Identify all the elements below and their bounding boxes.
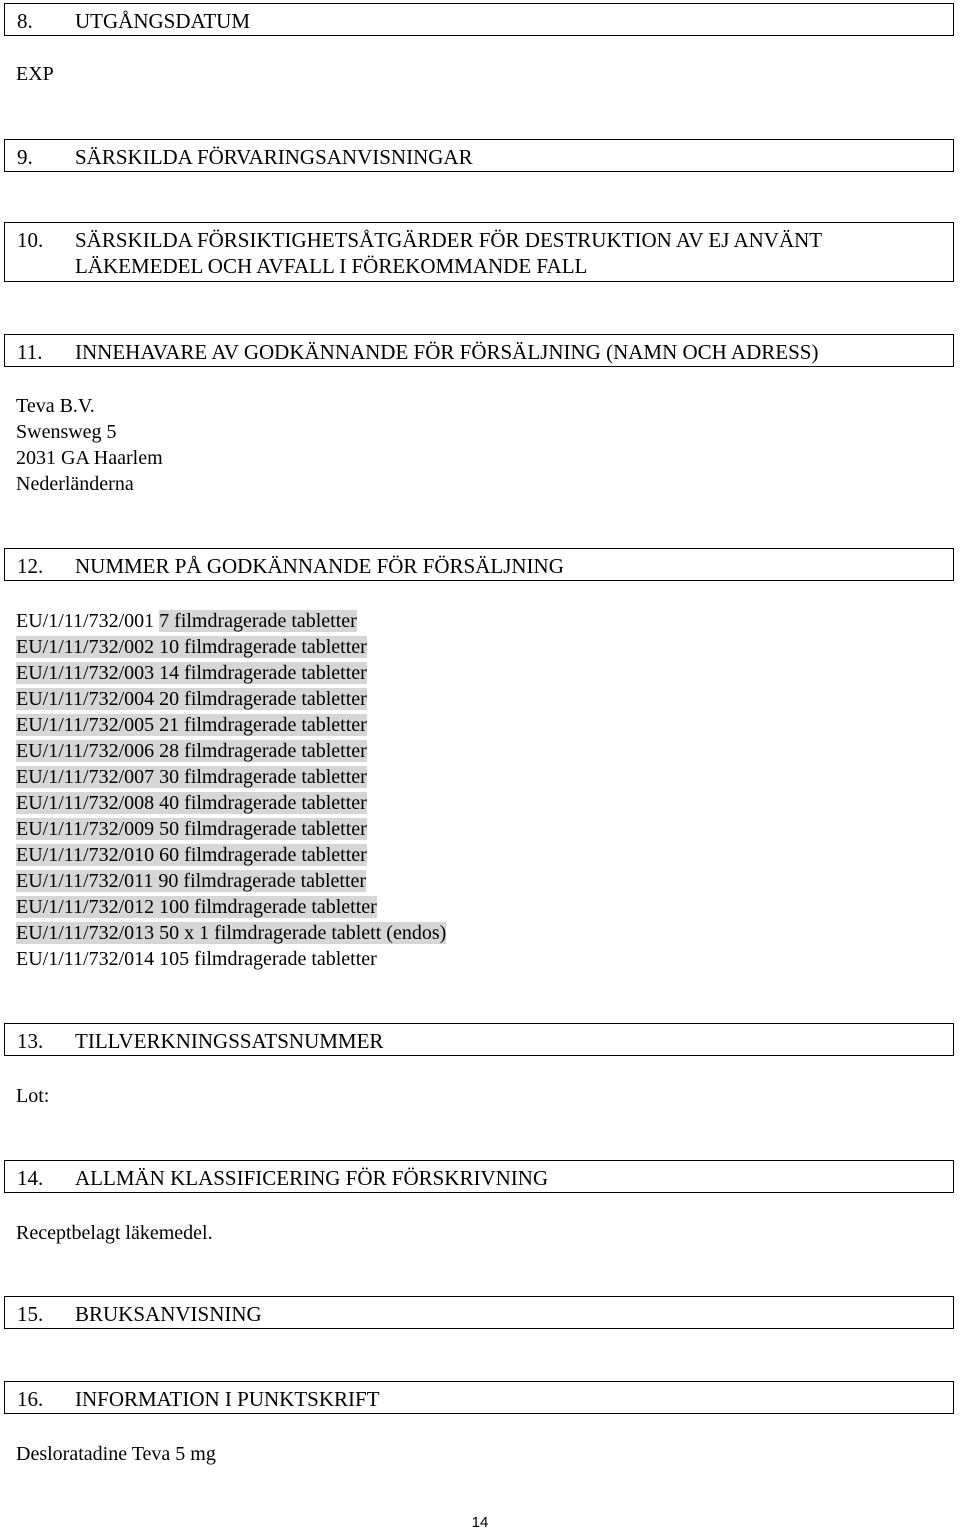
registration-row (16, 712, 446, 738)
registration-row (16, 816, 446, 842)
registration-desc: 50 filmdragerade tabletter (159, 818, 367, 840)
registration-code: EU/1/11/732/012 (16, 896, 155, 918)
holder-street: Swensweg 5 (16, 421, 117, 443)
registration-row (16, 790, 446, 816)
registration-row (16, 738, 446, 764)
registration-code: EU/1/11/732/010 (16, 844, 155, 866)
registration-desc: 90 filmdragerade tabletter (158, 870, 367, 892)
braille-text: Desloratadine Teva 5 mg (16, 1443, 216, 1465)
registration-desc: 100 filmdragerade tabletter (159, 896, 377, 918)
registration-code: EU/1/11/732/013 (16, 922, 155, 944)
section-number: 15. (17, 1302, 44, 1326)
registration-code: EU/1/11/732/003 (16, 662, 155, 684)
section-10-header (4, 222, 954, 282)
registration-desc: 60 filmdragerade tabletter (159, 844, 367, 866)
registration-code: EU/1/11/732/001 (16, 610, 155, 632)
registration-code: EU/1/11/732/008 (16, 792, 155, 814)
registration-row (16, 634, 446, 660)
registration-row (16, 686, 446, 712)
section-13-header (4, 1023, 954, 1056)
exp-text: EXP (16, 63, 54, 85)
registration-desc: 7 filmdragerade tabletter (159, 610, 357, 632)
registration-row (16, 764, 446, 790)
section-16-header (4, 1381, 954, 1414)
section-8-header (4, 3, 954, 36)
section-title: TILLVERKNINGSSATSNUMMER (75, 1029, 384, 1053)
section-number: 11. (17, 340, 43, 364)
section-title: INNEHAVARE AV GODKÄNNANDE FÖR FÖRSÄLJNING (NAMN OCH ADRESS) (75, 340, 819, 364)
registration-code: EU/1/11/732/004 (16, 688, 155, 710)
registration-code: EU/1/11/732/005 (16, 714, 155, 736)
registration-desc: 30 filmdragerade tabletter (159, 766, 367, 788)
lot-text: Lot: (16, 1085, 50, 1107)
section-number: 9. (17, 145, 33, 169)
section-15-header (4, 1296, 954, 1329)
registration-list (16, 608, 446, 972)
section-number: 12. (17, 554, 44, 578)
section-title: ALLMÄN KLASSIFICERING FÖR FÖRSKRIVNING (75, 1166, 549, 1190)
section-number: 16. (17, 1387, 44, 1411)
registration-row (16, 842, 446, 868)
registration-desc: 20 filmdragerade tabletter (159, 688, 367, 710)
classification-text: Receptbelagt läkemedel. (16, 1222, 213, 1244)
registration-row (16, 660, 446, 686)
registration-code: EU/1/11/732/009 (16, 818, 155, 840)
section-title: NUMMER PÅ GODKÄNNANDE FÖR FÖRSÄLJNING (75, 554, 564, 578)
section-title: SÄRSKILDA FÖRSIKTIGHETSÅTGÄRDER FÖR DESTRUKTION AV EJ ANVÄNT LÄKEMEDEL OCH AVFALL I FÖREKOMMANDE FALL (75, 228, 822, 278)
registration-row (16, 894, 446, 920)
section-number: 10. (17, 228, 44, 252)
section-number: 13. (17, 1029, 44, 1053)
registration-row (16, 920, 446, 946)
section-number: 14. (17, 1166, 44, 1190)
registration-row (16, 608, 446, 634)
registration-desc: 105 filmdragerade tabletter (159, 948, 377, 970)
registration-code: EU/1/11/732/014 (16, 948, 155, 970)
registration-code: EU/1/11/732/006 (16, 740, 155, 762)
section-14-header (4, 1160, 954, 1193)
registration-desc: 50 x 1 filmdragerade tablett (endos) (159, 922, 447, 944)
page-number: 14 (471, 1514, 489, 1531)
holder-address (16, 393, 163, 497)
registration-desc: 28 filmdragerade tabletter (159, 740, 367, 762)
registration-desc: 14 filmdragerade tabletter (159, 662, 367, 684)
registration-desc: 40 filmdragerade tabletter (159, 792, 367, 814)
section-title: INFORMATION I PUNKTSKRIFT (75, 1387, 380, 1411)
section-11-header (4, 334, 954, 367)
registration-code: EU/1/11/732/002 (16, 636, 155, 658)
registration-row (16, 946, 446, 972)
registration-desc: 10 filmdragerade tabletter (159, 636, 367, 658)
holder-city: 2031 GA Haarlem (16, 447, 163, 469)
section-9-header (4, 139, 954, 172)
holder-name: Teva B.V. (16, 395, 95, 417)
section-title: UTGÅNGSDATUM (75, 9, 251, 33)
registration-row (16, 868, 446, 894)
registration-code: EU/1/11/732/007 (16, 766, 155, 788)
section-title: SÄRSKILDA FÖRVARINGSANVISNINGAR (75, 145, 473, 169)
holder-country: Nederländerna (16, 473, 134, 495)
section-12-header (4, 548, 954, 581)
section-number: 8. (17, 9, 33, 33)
registration-desc: 21 filmdragerade tabletter (159, 714, 367, 736)
section-title: BRUKSANVISNING (75, 1302, 262, 1326)
registration-code: EU/1/11/732/011 (16, 870, 154, 892)
